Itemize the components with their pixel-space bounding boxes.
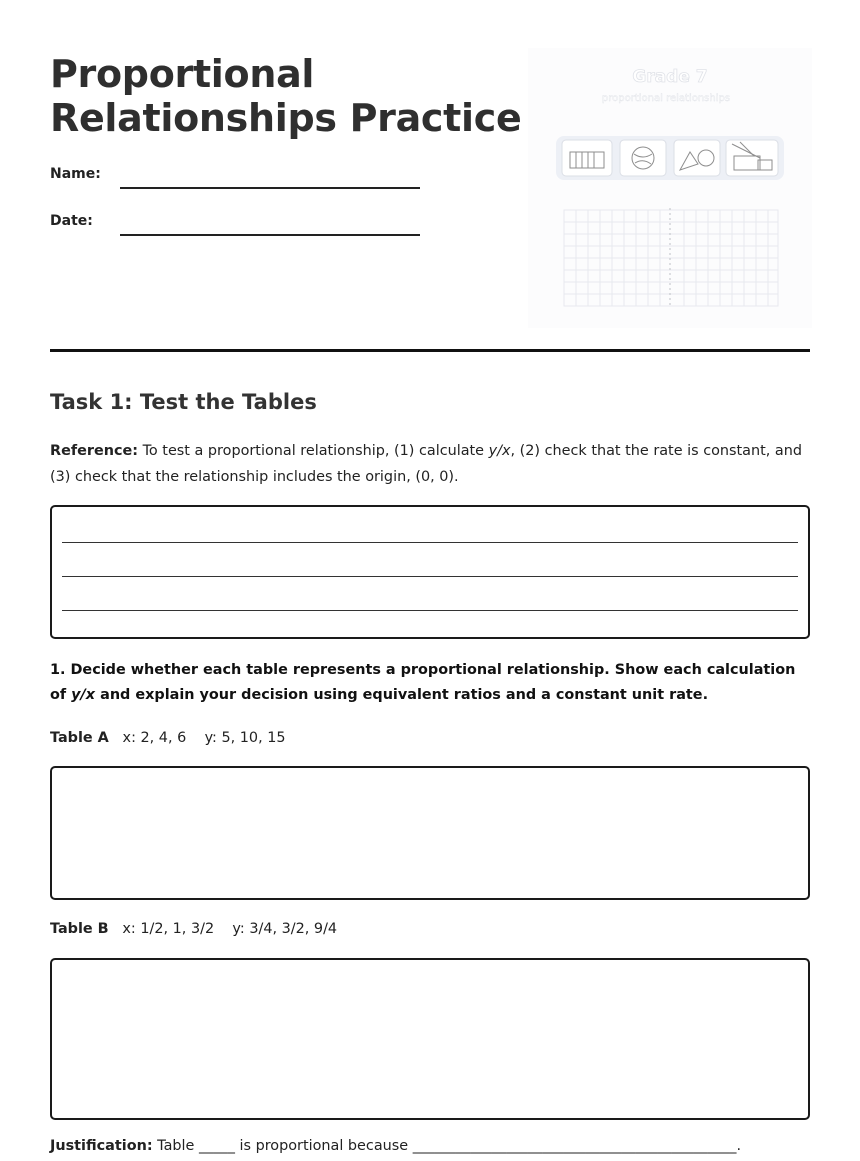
justification-line[interactable] (50, 1138, 741, 1154)
reference-part-2: , (2) check that the rate is constant, and (3) check that the relationship includes the origin, (0, 0). (50, 443, 802, 485)
table-a-x-values: x: 2, 4, 6 (122, 730, 187, 746)
question-part-2: and explain your decision using equivalent ratios and a constant unit rate. (95, 687, 709, 703)
table-a-y-values: y: 5, 10, 15 (204, 730, 286, 746)
table-b-x-values: x: 1/2, 1, 3/2 (122, 921, 215, 937)
notes-box[interactable] (50, 505, 810, 639)
bar-model-icon (562, 140, 612, 176)
table-b-name: Table B (50, 921, 109, 937)
reference-ratio: y/x (488, 443, 511, 459)
globe-icon (620, 140, 666, 176)
stack-icon (726, 140, 778, 176)
reference-label: Reference: (50, 443, 139, 459)
justification-label: Justification: (50, 1138, 153, 1154)
task-heading: Task 1: Test the Tables (50, 390, 317, 414)
page-title (50, 52, 521, 140)
name-label: Name: (50, 166, 101, 182)
table-a-name: Table A (50, 730, 109, 746)
notes-line[interactable] (62, 542, 798, 543)
question-ratio: y/x (71, 687, 96, 703)
justification-text: Table _____ is proportional because _____________________________________________. (152, 1138, 742, 1154)
table-b-answer-box[interactable] (50, 958, 810, 1120)
thumbnail-subtitle: proportional relationships (601, 93, 731, 104)
question-part-1: 1. Decide whether each table represents a proportional relationship. Show each calculation of (50, 662, 796, 703)
question-1 (50, 658, 810, 708)
table-a-answer-box[interactable] (50, 766, 810, 900)
thumbnail-grid (564, 208, 778, 308)
reference-text (50, 438, 810, 490)
table-a-label (50, 730, 286, 746)
thumbnail-illustration (528, 48, 812, 328)
date-field[interactable] (120, 234, 420, 236)
thumbnail-grade: Grade 7 (632, 67, 708, 87)
shapes-icon (674, 140, 720, 176)
table-b-label (50, 921, 337, 937)
table-b-y-values: y: 3/4, 3/2, 9/4 (232, 921, 338, 937)
notes-line[interactable] (62, 576, 798, 577)
reference-part-1: To test a proportional relationship, (1) calculate (138, 443, 489, 459)
worksheet-thumbnail (528, 48, 812, 328)
title-line-2: Relationships Practice (50, 96, 522, 140)
name-field[interactable] (120, 187, 420, 189)
title-line-1: Proportional (50, 52, 315, 96)
notes-line[interactable] (62, 610, 798, 611)
header-divider (50, 349, 810, 352)
date-label: Date: (50, 213, 93, 229)
